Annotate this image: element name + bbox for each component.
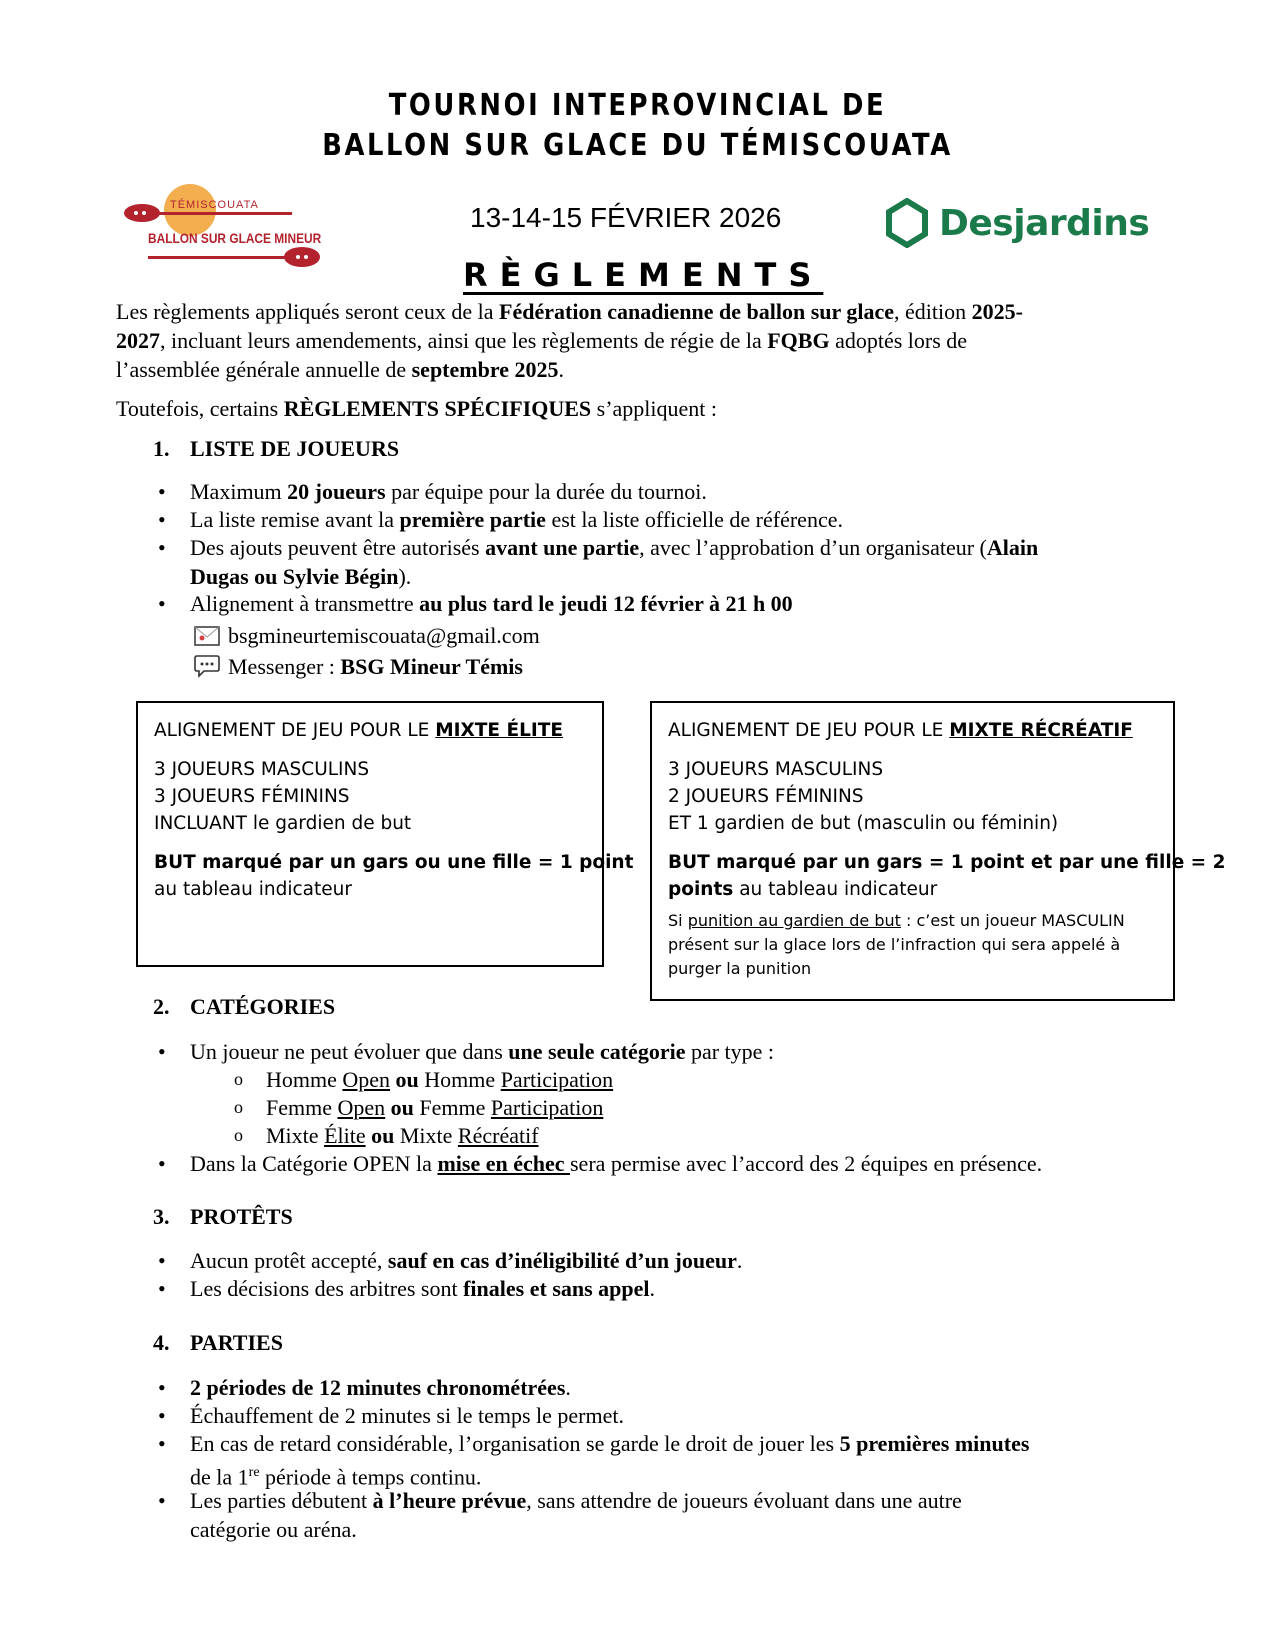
desjardins-logo bbox=[885, 198, 1149, 248]
list-item: • Maximum 20 joueurs par équipe pour la durée du tournoi. bbox=[158, 479, 707, 504]
logo-main-text: BALLON SUR GLACE MINEUR bbox=[148, 230, 322, 246]
section-4-title: PARTIES bbox=[190, 1330, 283, 1355]
title-line-1: TOURNOI INTEPROVINCIAL DE bbox=[388, 88, 887, 123]
sub-list-item: o Mixte Élite ou Mixte Récréatif bbox=[234, 1123, 539, 1148]
section-2-title: CATÉGORIES bbox=[190, 994, 336, 1019]
list-item: • Échauffement de 2 minutes si le temps le permet. bbox=[158, 1403, 624, 1428]
list-item: • En cas de retard considérable, l’organisation se garde le droit de jouer les 5 premières minutes de la 1re période à temps continu. bbox=[158, 1431, 1030, 1490]
section-3-title: PROTÊTS bbox=[190, 1204, 293, 1229]
intro-specific: Toutefois, certains RÈGLEMENTS SPÉCIFIQUES s’appliquent : bbox=[116, 396, 718, 421]
list-item: • Aucun protêt accepté, sauf en cas d’inéligibilité d’un joueur. bbox=[158, 1248, 743, 1273]
section-2-number: 2. bbox=[153, 994, 170, 1019]
list-item: • Alignement à transmettre au plus tard le jeudi 12 février à 21 h 00 bbox=[158, 591, 793, 616]
mixte-elite-box: ALIGNEMENT DE JEU POUR LE MIXTE ÉLITE 3 JOUEURS MASCULINS 3 JOUEURS FÉMININS INCLUANT le gardien de but BUT marqué par un gars ou une fille = 1 point au tableau indicateur bbox=[136, 701, 604, 967]
email-contact bbox=[194, 621, 540, 650]
title-line-2: BALLON SUR GLACE DU TÉMISCOUATA bbox=[322, 128, 953, 163]
sub-list-item: o Homme Open ou Homme Participation bbox=[234, 1067, 614, 1092]
intro-paragraph: Les règlements appliqués seront ceux de la Fédération canadienne de ballon sur glace, édition 2025- 2027, incluant leurs amendements, ainsi que les règlements de régie de la FQBG adoptés lors de l’assemblée générale annuelle de septembre 2025. bbox=[116, 299, 1023, 382]
logo-top-text: TÉMISCOUATA bbox=[170, 199, 259, 211]
mixte-recreatif-box: ALIGNEMENT DE JEU POUR LE MIXTE RÉCRÉATIF 3 JOUEURS MASCULINS 2 JOUEURS FÉMININS ET 1 gardien de but (masculin ou féminin) BUT marqué par un gars = 1 point et par une fille = 2 points au tableau indicateur Si punition au gardien de but : c’est un joueur MASCULIN présent sur la glace lors de l’infraction qui sera appelé à purger la punition bbox=[650, 701, 1175, 1001]
list-item: • Des ajouts peuvent être autorisés avant une partie, avec l’approbation d’un organisateur (Alain Dugas ou Sylvie Bégin). bbox=[158, 535, 1039, 589]
section-title: RÈGLEMENTS bbox=[463, 256, 824, 294]
section-1-title: LISTE DE JOUEURS bbox=[190, 436, 400, 461]
ballon-sur-glace-logo bbox=[122, 182, 322, 274]
sub-list-item: o Femme Open ou Femme Participation bbox=[234, 1095, 604, 1120]
list-item: • Les décisions des arbitres sont finales et sans appel. bbox=[158, 1276, 656, 1301]
list-item: • 2 périodes de 12 minutes chronométrées. bbox=[158, 1375, 571, 1400]
email-address[interactable]: bsgmineurtemiscouata@gmail.com bbox=[228, 623, 540, 648]
messenger-contact: Messenger : BSG Mineur Témis bbox=[194, 652, 523, 681]
sponsor-name: Desjardins bbox=[939, 202, 1150, 244]
desjardins-hexagon-icon bbox=[885, 198, 929, 248]
list-item: • Les parties débutent à l’heure prévue, sans attendre de joueurs évoluant dans une autre catégorie ou aréna. bbox=[158, 1488, 962, 1542]
list-item: • Dans la Catégorie OPEN la mise en échec sera permise avec l’accord des 2 équipes en présence. bbox=[158, 1151, 1043, 1176]
tournament-date: 13-14-15 FÉVRIER 2026 bbox=[470, 202, 782, 233]
list-item: • La liste remise avant la première partie est la liste officielle de référence. bbox=[158, 507, 843, 532]
section-3-number: 3. bbox=[153, 1204, 170, 1229]
list-item: • Un joueur ne peut évoluer que dans une seule catégorie par type : bbox=[158, 1039, 775, 1064]
section-1-number: 1. bbox=[153, 436, 170, 461]
section-4-number: 4. bbox=[153, 1330, 170, 1355]
chat-bubble-icon bbox=[194, 654, 220, 678]
envelope-icon bbox=[194, 626, 220, 646]
